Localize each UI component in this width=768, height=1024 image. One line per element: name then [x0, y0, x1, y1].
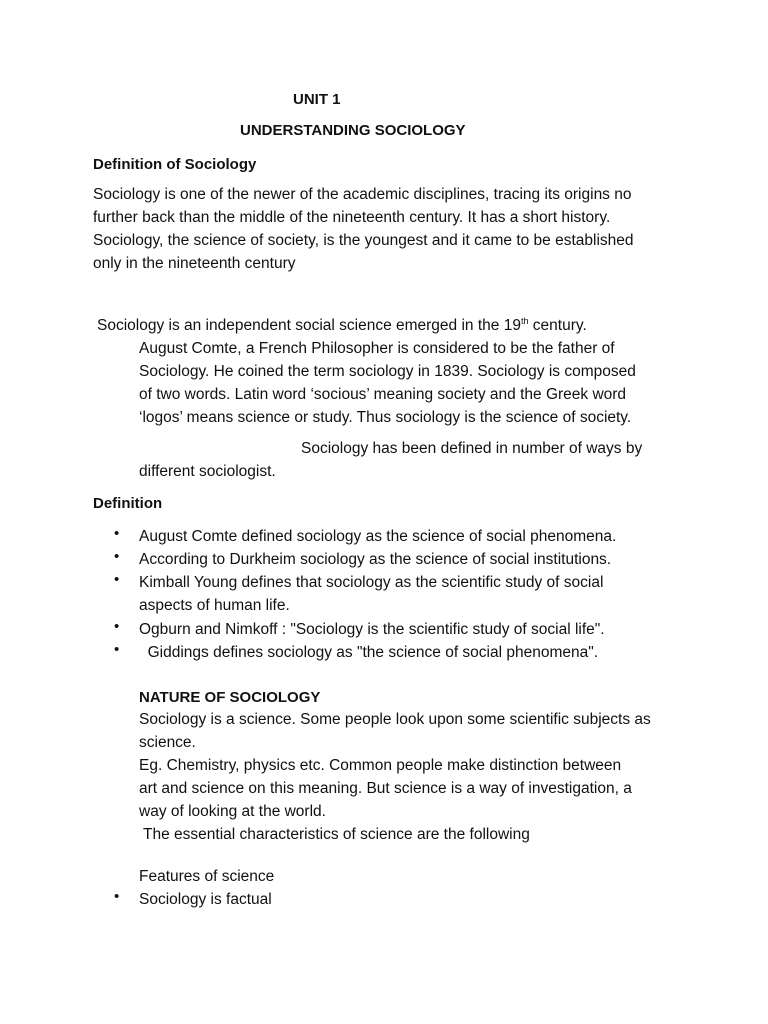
bullet-icon: • — [114, 525, 120, 542]
paragraph-line: Sociology is one of the newer of the academic disciplines, tracing its origins no — [93, 186, 632, 203]
text-fragment: century. — [528, 317, 587, 334]
heading-definition: Definition — [93, 495, 163, 512]
paragraph-line: The essential characteristics of science are the following — [139, 826, 530, 843]
paragraph-origin-first-line — [97, 314, 587, 337]
list-item: Kimball Young defines that sociology as the scientific study of social — [139, 574, 604, 591]
bullet-icon: • — [114, 571, 120, 588]
paragraph-intro — [93, 183, 683, 275]
superscript: th — [520, 315, 529, 326]
bullet-icon: • — [114, 641, 120, 658]
bullet-icon: • — [114, 618, 120, 635]
heading-nature-of-sociology: NATURE OF SOCIOLOGY — [139, 689, 321, 706]
list-item: August Comte defined sociology as the science of social phenomena. — [139, 528, 617, 545]
paragraph-line: Eg. Chemistry, physics etc. Common people make distinction between — [139, 757, 622, 774]
paragraph-origin — [139, 337, 729, 429]
paragraph-line: further back than the middle of the nineteenth century. It has a short history. — [93, 209, 611, 226]
paragraph-line: of two words. Latin word ‘socious’ meaning society and the Greek word — [139, 386, 627, 403]
unit-label: UNIT 1 — [293, 91, 341, 108]
bullet-icon: • — [114, 888, 120, 905]
bullet-icon: • — [114, 548, 120, 565]
list-item-continuation: aspects of human life. — [139, 597, 290, 614]
paragraph-line: Sociology is a science. Some people look upon some scientific subjects as — [139, 711, 651, 728]
paragraph-line: Sociology, the science of society, is the youngest and it came to be established — [93, 232, 634, 249]
paragraph-nature — [139, 708, 729, 846]
list-item: According to Durkheim sociology as the science of social institutions. — [139, 551, 612, 568]
list-item: Sociology is factual — [139, 891, 272, 908]
list-item: Ogburn and Nimkoff : "Sociology is the scientific study of social life". — [139, 621, 605, 638]
paragraph-line: Sociology. He coined the term sociology in 1839. Sociology is composed — [139, 363, 636, 380]
paragraph-defined-line: Sociology has been defined in number of ways by — [301, 440, 643, 457]
paragraph-line: only in the nineteenth century — [93, 255, 296, 272]
features-label: Features of science — [139, 868, 275, 885]
page-title: UNDERSTANDING SOCIOLOGY — [240, 122, 466, 139]
paragraph-line: August Comte, a French Philosopher is considered to be the father of — [139, 340, 615, 357]
paragraph-line: science. — [139, 734, 196, 751]
heading-definition-of-sociology: Definition of Sociology — [93, 156, 257, 173]
paragraph-line: way of looking at the world. — [139, 803, 326, 820]
list-item: Giddings defines sociology as "the science of social phenomena". — [139, 644, 599, 661]
paragraph-line: ‘logos’ means science or study. Thus sociology is the science of society. — [139, 409, 632, 426]
paragraph-defined-line: different sociologist. — [139, 463, 276, 480]
paragraph-line: art and science on this meaning. But science is a way of investigation, a — [139, 780, 632, 797]
text-fragment: Sociology is an independent social science emerged in the 19 — [97, 317, 521, 334]
